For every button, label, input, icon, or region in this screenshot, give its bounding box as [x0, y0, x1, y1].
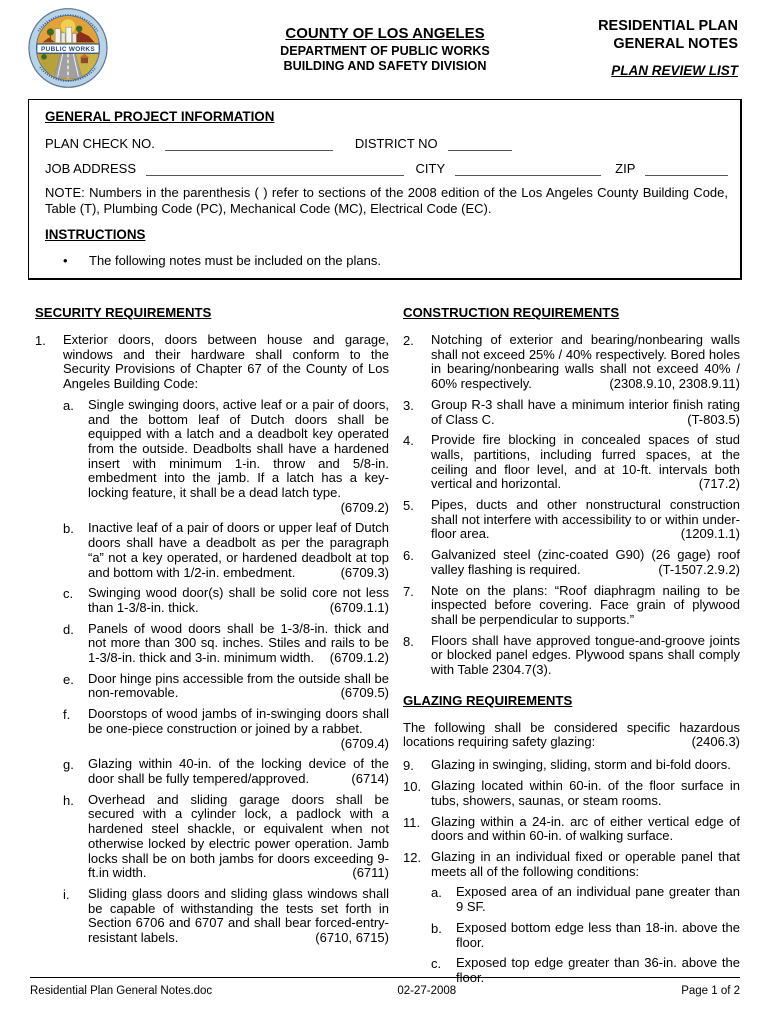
plan-check-label: PLAN CHECK NO.	[45, 136, 155, 151]
instructions-bullet-text: The following notes must be included on the plans.	[89, 253, 381, 268]
list-text: Glazing located within 60-in. of the floor surface in tubs, showers, saunas, or steam rooms.	[431, 778, 740, 808]
district-input-line[interactable]	[448, 135, 512, 151]
list-letter: h.	[63, 792, 74, 808]
form-row-2	[45, 160, 728, 176]
code-ref: (6709.1.1)	[329, 599, 389, 615]
construction-section-title: CONSTRUCTION REQUIREMENTS	[403, 305, 620, 320]
list-text: Single swinging doors, active leaf or a pair of doors, and the bottom leaf of Dutch doors shall be equipped with a latch and a deadbolt key operated from the outside. Deadbolts shall have a hardened insert with minimum 1-in. throw and 5/8-in. embedment into the jamb. If a latch has a key-locking feature, it shall be a dead latch type. (6709.2)	[88, 396, 389, 515]
list-text: Exposed top edge greater than 36-in. above the floor.	[456, 955, 740, 985]
list-text: Group R-3 shall have a minimum interior finish rating of Class C. (T-803.5)	[431, 396, 740, 427]
list-letter: a.	[431, 885, 442, 901]
list-item	[63, 707, 389, 751]
list-item	[403, 498, 740, 542]
list-number: 12.	[403, 849, 422, 865]
city-label: CITY	[415, 161, 446, 176]
list-number: 9.	[403, 758, 414, 774]
list-text: Floors shall have approved tongue-and-groove joints or blocked panel edges. Plywood spans shall comply with Table 2304.7(3).	[431, 632, 740, 678]
zip-label: ZIP	[615, 161, 636, 176]
list-item	[403, 758, 740, 773]
job-address-label: JOB ADDRESS	[45, 161, 137, 176]
list-item	[403, 815, 740, 844]
agency-title-block	[280, 25, 490, 74]
code-ref: (T-803.5)	[687, 411, 740, 427]
list-item	[63, 757, 389, 786]
code-ref: (6709.5)	[340, 685, 389, 701]
city-input-line[interactable]	[455, 160, 601, 176]
doc-title-line1: RESIDENTIAL PLAN	[598, 18, 738, 34]
list-item	[63, 672, 389, 701]
glazing-section-title: GLAZING REQUIREMENTS	[403, 692, 573, 708]
list-letter: e.	[63, 671, 74, 687]
list-text: Sliding glass doors and sliding glass windows shall be capable of withstanding the tests set forth in Section 6706 and 6707 and shall bear forced-entry-resistant labels. (6710, 6715)	[88, 885, 389, 946]
list-item	[403, 548, 740, 577]
form-row-1	[45, 135, 728, 151]
list-item	[403, 850, 740, 879]
list-item	[403, 779, 740, 808]
list-text: Glazing in an individual fixed or operable panel that meets all of the following conditions:	[431, 848, 740, 879]
plan-check-input-line[interactable]	[165, 135, 333, 151]
list-item	[431, 885, 740, 914]
list-letter: i.	[63, 886, 70, 902]
list-item	[403, 634, 740, 678]
list-text: Swinging wood door(s) shall be solid core not less than 1-3/8-in. thick. (6709.1.1)	[88, 585, 389, 615]
seal-banner-text: PUBLIC WORKS	[41, 46, 95, 54]
list-item	[63, 622, 389, 666]
code-ref: (2406.3)	[691, 734, 740, 750]
list-item	[403, 433, 740, 492]
code-ref: (2308.9.10, 2308.9.11)	[609, 376, 740, 392]
list-text: Pipes, ducts and other nonstructural construction shall not interfere with accessibility to or within under-floor area. (1209.1.1)	[431, 497, 740, 542]
list-text: Exposed area of an individual pane greater than 9 SF.	[456, 884, 740, 915]
list-letter: c.	[431, 956, 442, 972]
list-text: Inactive leaf of a pair of doors or upper leaf of Dutch doors shall have a deadbolt as per the paragraph “a” not a key operated, or hardened deadbolt at top and bottom with 1/2-in. embedment. (6709.3)	[88, 520, 389, 580]
list-number: 11.	[403, 814, 421, 830]
list-number: 7.	[403, 583, 414, 599]
document-title-block	[583, 17, 738, 78]
list-item	[403, 584, 740, 628]
list-number: 8.	[403, 633, 414, 649]
list-item	[403, 398, 740, 427]
info-box-title: GENERAL PROJECT INFORMATION	[45, 109, 275, 124]
page-footer	[30, 977, 740, 997]
list-text: Provide fire blocking in concealed spaces of stud walls, partitions, including furred spaces, at the ceiling and floor level, and at 10-ft. intervals both vertical and horizontal. (717.2)	[431, 432, 740, 492]
list-letter: c.	[63, 586, 74, 602]
footer-date: 02-27-2008	[397, 985, 457, 997]
list-text: Doorstops of wood jambs of in-swinging doors shall be one-piece construction or joined by a rabbet. (6709.4)	[88, 706, 389, 751]
general-project-info-box	[28, 99, 742, 280]
agency-division: BUILDING AND SAFETY DIVISION	[283, 59, 487, 73]
list-item	[63, 793, 389, 881]
list-number: 6.	[403, 548, 414, 564]
code-ref: (6711)	[352, 865, 389, 881]
instructions-title: INSTRUCTIONS	[45, 227, 146, 242]
doc-title-line2: GENERAL NOTES	[613, 36, 738, 52]
security-section-title: SECURITY REQUIREMENTS	[35, 305, 212, 320]
zip-input-line[interactable]	[645, 160, 728, 176]
document-header	[0, 0, 770, 94]
list-number: 2.	[403, 333, 414, 348]
list-text: Glazing in swinging, sliding, storm and bi-fold doors.	[431, 757, 731, 773]
bullet-icon: •	[63, 253, 68, 268]
doc-subtitle: PLAN REVIEW LIST	[611, 63, 738, 78]
list-letter: a.	[63, 397, 74, 413]
list-text: Galvanized steel (zinc-coated G90) (26 gage) roof valley flashing is required. (T-1507.2.9.2)	[431, 547, 740, 577]
list-letter: b.	[431, 920, 442, 936]
list-text: Exposed bottom edge less than 18-in. above the floor.	[456, 919, 740, 950]
code-ref: (717.2)	[698, 476, 740, 492]
list-text: Overhead and sliding garage doors shall be secured with a cylinder lock, a padlock with a hardened steel shackle, or equivalent when not otherwise locked by electric power operation. Jamb locks shall be on both jambs for doors exceeding 9-ft.in width. (6711)	[88, 791, 389, 881]
notes-columns	[35, 305, 740, 992]
list-item	[431, 921, 740, 950]
job-address-input-line[interactable]	[146, 160, 403, 176]
code-ref: (6709.4)	[340, 735, 389, 751]
code-ref: (6709.2)	[340, 499, 389, 515]
footer-page-number: Page 1 of 2	[681, 985, 741, 997]
construction-glazing-column	[403, 305, 740, 992]
list-text: Door hinge pins accessible from the outside shall be non-removable. (6709.5)	[88, 670, 389, 701]
code-ref: (6709.1.2)	[329, 650, 389, 666]
list-text: Notching of exterior and bearing/nonbearing walls shall not exceed 25% / 40% respectively. Bored holes in bearing/nonbearing walls shall not exceed 40% / 60% respectively. (2308.9.10, 2308.9.11)	[431, 332, 740, 392]
security-column	[35, 305, 389, 992]
instructions-bullet-item	[63, 253, 728, 268]
list-text: Glazing within a 24-in. arc of either vertical edge of doors and within 60-in. of walking surface.	[431, 813, 740, 844]
list-item	[63, 586, 389, 615]
list-text: Panels of wood doors shall be 1-3/8-in. thick and not more than 300 sq. inches. Stiles and rails to be 1-3/8-in. thick and 3-in. minimum width. (6709.1.2)	[88, 620, 389, 666]
list-number: 4.	[403, 433, 414, 449]
list-letter: b.	[63, 521, 74, 537]
list-number: 5.	[403, 498, 414, 514]
public-works-seal-icon	[28, 7, 108, 89]
list-text: Glazing within 40-in. of the locking device of the door shall be fully tempered/approved. (6714)	[88, 756, 389, 786]
district-label: DISTRICT NO	[354, 136, 438, 151]
list-number: 10.	[403, 779, 422, 795]
list-number: 1.	[35, 333, 46, 348]
code-ref: (T-1507.2.9.2)	[658, 561, 740, 577]
code-ref: (6709.3)	[340, 564, 389, 580]
footer-filename: Residential Plan General Notes.doc	[30, 985, 213, 997]
code-ref: (6714)	[351, 770, 389, 786]
list-letter: d.	[63, 621, 74, 637]
list-item	[403, 333, 740, 392]
list-letter: g.	[63, 757, 74, 773]
list-item	[63, 398, 389, 516]
list-item	[35, 333, 389, 392]
list-text: Exterior doors, doors between house and garage, windows and their hardware shall conform to the Security Provisions of Chapter 67 of the County of Los Angeles Building Code:	[63, 332, 389, 392]
agency-name: COUNTY OF LOS ANGELES	[285, 25, 485, 42]
agency-department: DEPARTMENT OF PUBLIC WORKS	[280, 44, 490, 58]
list-number: 3.	[403, 397, 414, 413]
list-item	[63, 887, 389, 946]
list-letter: f.	[63, 707, 71, 723]
code-ref: (1209.1.1)	[680, 526, 740, 542]
code-reference-note: NOTE: Numbers in the parenthesis ( ) refer to sections of the 2008 edition of the Los Angeles County Building Code, Table (T), Plumbing Code (PC), Mechanical Code (MC), Electrical Code (EC).	[45, 185, 728, 216]
list-item	[63, 521, 389, 580]
glazing-intro: The following shall be considered specific hazardous locations requiring safety glazing: (2406.3)	[403, 719, 740, 750]
list-text: Note on the plans: “Roof diaphragm nailing to be inspected before covering. Face grain of plywood shall be perpendicular to supports.”	[431, 582, 740, 627]
code-ref: (6710, 6715)	[315, 930, 389, 946]
